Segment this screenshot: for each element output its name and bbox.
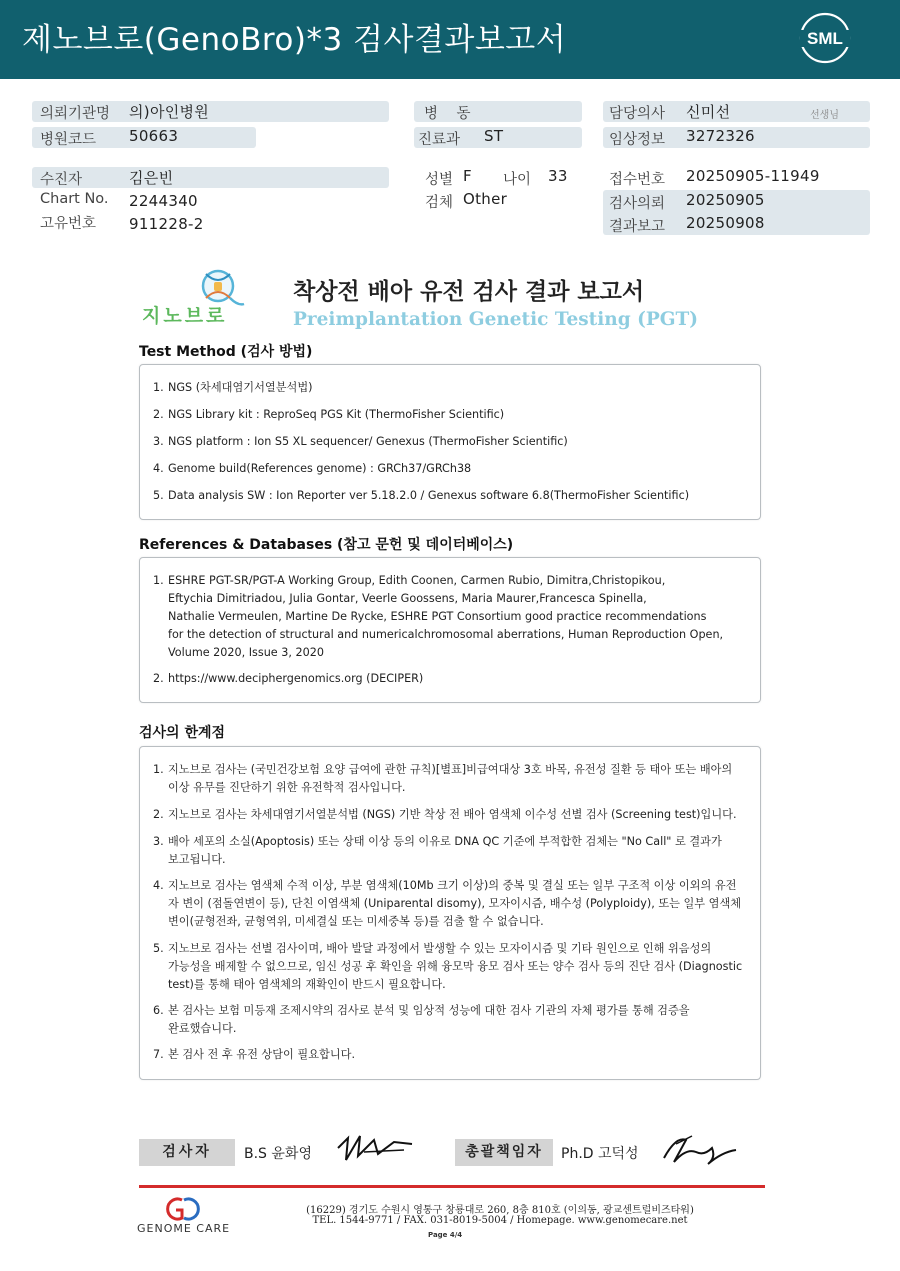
department-value: ST — [484, 127, 504, 145]
chart-no-label: Chart No. — [40, 191, 109, 207]
director-name: Ph.D 고덕성 — [561, 1146, 639, 1162]
name-value: 김은빈 — [129, 169, 174, 187]
director-signature — [656, 1128, 738, 1170]
list-item: 1. NGS (차세대염기서열분석법) — [153, 381, 313, 394]
name-label: 수진자 — [40, 172, 83, 188]
genome-care-logo-icon — [160, 1196, 206, 1222]
list-item: 1. 지노브로 검사는 (국민건강보험 요양 급여에 관한 규칙)[별표]비급여대상 3호 바목, 유전성 질환 등 태아 또는 배아의 이상 유무를 진단하기 위한 유전학적 검사입니다. — [153, 763, 733, 794]
institution-value: 의)아인병원 — [129, 103, 210, 121]
unique-no-label: 고유번호 — [40, 216, 97, 232]
report-subtitle: Preimplantation Genetic Testing (PGT) — [293, 309, 699, 330]
receipt-no-value: 20250905-11949 — [686, 167, 820, 185]
unique-no-value: 911228-2 — [129, 215, 204, 233]
list-item: 4. 지노브로 검사는 염색체 수적 이상, 부분 염색체(10Mb 크기 이상)의 중복 및 결실 또는 일부 구조적 이상 이외의 유전 자 변이 (점돌연변이 등), 단친 이염색체 (Uniparental disomy), 모자이시즘, 배수성 (Polyploidy), 또는 일부 염색체 변이(균형전좌, 균형역위, 미세결실 또는 미세중복 등)를 검출 할 수 없습니다. — [153, 879, 742, 928]
pill-name — [32, 167, 389, 188]
list-item: 3. 배아 세포의 소실(Apoptosis) 또는 상태 이상 등의 이유로 DNA QC 기준에 부적합한 검체는 "No Call" 로 결과가 보고됩니다. — [153, 835, 722, 866]
hospital-code-label: 병원코드 — [40, 132, 97, 148]
test-method-box — [139, 364, 761, 520]
footer-rule — [139, 1185, 765, 1188]
tester-label: 검사자 — [139, 1139, 235, 1166]
list-item: 2. 지노브로 검사는 차세대염기서열분석법 (NGS) 기반 착상 전 배아 염색체 이수성 선별 검사 (Screening test)입니다. — [153, 808, 737, 821]
request-date-value: 20250905 — [686, 191, 765, 209]
specimen-label: 검체 — [425, 195, 454, 211]
specimen-value: Other — [463, 190, 508, 208]
report-title: 착상전 배아 유전 검사 결과 보고서 — [293, 279, 645, 305]
genobro-logo — [140, 264, 260, 328]
footer-contact: TEL. 1544-9771 / FAX. 031-8019-5004 / Homepage. www.genomecare.net — [312, 1215, 688, 1226]
list-item: 2. NGS Library kit : ReproSeq PGS Kit (ThermoFisher Scientific) — [153, 408, 505, 421]
brand-text: 지노브로 — [142, 305, 228, 327]
age-value: 33 — [548, 167, 568, 185]
list-item: 6. 본 검사는 보험 미등재 조제시약의 검사로 분석 및 임상적 성능에 대한 검사 기관의 자체 평가를 통해 검증을 완료했습니다. — [153, 1004, 690, 1035]
doctor-suffix: 선생님 — [810, 110, 839, 121]
hospital-code-value: 50663 — [129, 127, 179, 145]
ward-label: 병 동 — [424, 106, 471, 122]
list-item: 5. Data analysis SW : Ion Reporter ver 5.18.2.0 / Genexus software 6.8(ThermoFisher Scientific) — [153, 489, 690, 502]
clinical-info-label: 임상정보 — [609, 132, 666, 148]
tester-name: B.S 윤화영 — [244, 1146, 312, 1162]
limitations-box — [139, 746, 761, 1080]
institution-label: 의뢰기관명 — [40, 106, 111, 122]
tester-signature — [334, 1130, 414, 1170]
references-box — [139, 557, 761, 703]
department-label: 진료과 — [418, 132, 461, 148]
report-date-value: 20250908 — [686, 214, 765, 232]
limitations-title: 검사의 한계점 — [139, 725, 226, 741]
list-item: 1. ESHRE PGT-SR/PGT-A Working Group, Edith Coonen, Carmen Rubio, Dimitra,Christopikou, Eftychia Dimitriadou, Julia Gontar, Veerle Goossens, Maria Maurer,Francesca Spinella, Nathalie Vermeulen, Martine De Rycke, ESHRE PGT Consortium good practice recommendations for the detection of structural and numericalchromosomal aberrations, Human Reproduction Open, Volume 2020, Issue 3, 2020 — [153, 574, 724, 659]
chart-no-value: 2244340 — [129, 192, 198, 210]
age-label: 나이 — [503, 172, 532, 188]
page-number: Page 4/4 — [428, 1231, 463, 1239]
genome-care-logo-text: GENOME CARE — [137, 1222, 231, 1235]
director-label: 총괄책임자 — [455, 1139, 553, 1166]
list-item: 7. 본 검사 전 후 유전 상담이 필요합니다. — [153, 1048, 356, 1061]
request-date-label: 검사의뢰 — [609, 196, 666, 212]
sex-value: F — [463, 167, 472, 185]
sml-logo — [796, 12, 854, 64]
doctor-value: 신미선 — [686, 103, 731, 121]
footer-address: (16229) 경기도 수원시 영통구 창룡대로 260, 8층 810호 (이의동, 광교센트럴비즈타워) — [306, 1205, 694, 1216]
sex-label: 성별 — [425, 172, 454, 188]
list-item: 5. 지노브로 검사는 선별 검사이며, 배아 발달 과정에서 발생할 수 있는 모자이시즘 및 기타 원인으로 인해 위음성의 가능성을 배제할 수 없으므로, 임신 성공 후 확인을 위해 융모막 융모 검사 또는 양수 검사 등의 진단 검사 (Diagnostic test)를 통해 태아 염색체의 재확인이 반드시 필요합니다. — [153, 942, 743, 991]
page-title: 제노브로(GenoBro)*3 검사결과보고서 — [22, 22, 567, 58]
sml-logo-text: SML — [807, 29, 843, 48]
clinical-info-value: 3272326 — [686, 127, 755, 145]
receipt-no-label: 접수번호 — [609, 172, 666, 188]
report-date-label: 결과보고 — [609, 219, 666, 235]
list-item: 2. https://www.deciphergenomics.org (DECIPER) — [153, 672, 424, 685]
references-title: References & Databases (참고 문헌 및 데이터베이스) — [139, 537, 514, 553]
list-item: 3. NGS platform : Ion S5 XL sequencer/ Genexus (ThermoFisher Scientific) — [153, 435, 568, 448]
doctor-label: 담당의사 — [609, 106, 666, 122]
list-item: 4. Genome build(References genome) : GRCh37/GRCh38 — [153, 462, 472, 475]
test-method-title: Test Method (검사 방법) — [139, 344, 313, 360]
